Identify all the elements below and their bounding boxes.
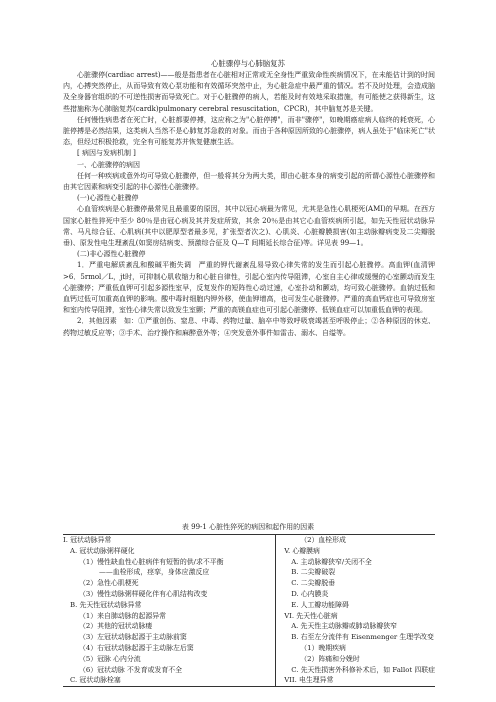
table-row: （4）右冠状动脉起源于主动脉左后窦 (79, 643, 194, 652)
table-row: （1）来自肺动脉的起源异常 (79, 611, 167, 620)
table-row: B. 二尖瓣破裂 (291, 568, 336, 577)
table-row: A. 冠状动脉粥样硬化 (70, 546, 135, 555)
table-row: （2）血栓形成 (300, 536, 346, 544)
table-row: （2）阵痛和分娩时 (300, 654, 360, 663)
table-row: C. 先天性损害外科修补术后，如 Fallot 四联症 (291, 665, 435, 674)
etiology-table (63, 534, 435, 687)
paragraph: [ 病因与发病机制 ] (77, 149, 136, 158)
table-row: （6）冠状动脉 不发育或发育不全 (79, 665, 183, 674)
table-row: B. 右至左分流伴有 Eisenmenger 生理学改变 (291, 633, 434, 642)
paragraph: 任何慢性病患者在死亡时，心脏都要停搏，这应称之为"心脏停搏"，而非"骤停"，如晚期癌症病人临终的耗衰死，心脏停搏是必然结果，这类病人当然不是心肺复苏急救的对象。而由于各种原因所致的心脏骤停，病人虽处于"临床死亡"状态，但经过积极抢救，完全有可能复苏并恢复健康生活。 (63, 115, 435, 147)
table-row: I. 冠状动脉异常 (63, 536, 112, 544)
table-row: VII. 电生理异常 (284, 676, 334, 685)
paragraph: (二)非心源性心脏骤停 (77, 250, 146, 259)
paragraph: 任何一种疾病或意外均可导致心脏骤停，但一般将其分为两大类，即由心脏本身的病变引起的所谓心源性心脏骤停和由其它因素和病变引起的非心源性心脏骤停。 (63, 171, 435, 192)
table-row: C. 二尖瓣脱垂 (291, 579, 336, 588)
table-row: VI. 先天性心脏病 (284, 611, 338, 620)
document-title: 心脏骤停与心肺脑复苏 (211, 59, 285, 68)
table-right-column (276, 535, 435, 687)
table-row: （5）冠脉 心内分流 (79, 654, 141, 663)
table-row: A. 先天性主动脉瓣或肺动脉瓣狭窄 (291, 622, 398, 631)
table-row: D. 心内膜炎 (291, 589, 329, 598)
table-row: E. 人工瓣功能障碍 (291, 600, 349, 609)
table-row: B. 先天性冠状动脉异常 (70, 600, 142, 609)
document-body (63, 70, 435, 339)
table-row: V. 心瓣膜病 (284, 546, 320, 555)
paragraph: 心血管疾病是心脏骤停最常见且最重要的原因，其中以冠心病最为常见，尤其是急性心肌梗死(AMI)的早期。在西方国家心脏性猝死中至少 80％是由冠心病及其并发症所致，其余 20％是由其它心血管疾病所引起，如先天性冠状动脉异常、马凡综合征、心肌病(其中以肥厚型者最多见，扩张型者次之)、心肌炎、心脏瓣膜损害(如主动脉瓣病变及二尖瓣脱垂)、原发性电生理紊乱(如窦房结病变、预激综合征及 Q—T 间期延长综合征)等。详见表 99—1。 (63, 205, 435, 248)
table-caption: 表 99-1 心脏性猝死的病因和起作用的因素 (181, 523, 315, 531)
paragraph: (一)心源性心脏骤停 (77, 194, 139, 203)
table-row: （2）急性心肌梗死 (79, 579, 139, 588)
table-row: （3）左冠状动脉起源于主动脉前窦 (79, 633, 187, 642)
table-row: （1）慢性缺血性心脏病伴有短暂的供/求不平衡 (79, 557, 224, 566)
table-row: ——血栓形成，痉挛，身体应激反应 (99, 568, 210, 577)
paragraph: 一、心脏骤停的病因 (77, 160, 140, 169)
table-row: C. 冠状动脉栓塞 (70, 676, 121, 685)
table-left-column (63, 535, 276, 687)
paragraph: 心脏骤停(cardiac arrest)——般是指患者在心脏相对正常或无全身性严重致命性疾病情况下，在未能估计到的时间内，心搏突然停止，从而导致有效心泵功能和有效循环突然中止，为心脏急症中最严重的情况。若不及时处理，会造成脑及全身器官组织的不可逆性损害而导致死亡。对于心脏骤停的病人，若能及时有效地采取措施，有可能使之获得新生，这些措施称为心肺脑复苏(cardk)pulmonary cerebral resuscitation，CPCR)，其中脑复苏是关键。 (63, 71, 435, 113)
paragraph: 1．严重电解质紊乱和酸碱平衡失调 严重的钾代谢紊乱易导致心律失常的发生而引起心脏骤停。高血钾(血清钾>6．5rmol／L，jt时，可抑制心肌收缩力和心脏自律性，引起心室内传导阻滞，心室自主心律或缓慢的心室颤动而发生心脏骤停；严重低血钾可引起多源性室早，反复发作的短阵性心动过速，心室扑动和颤动，均可致心脏骤停。血钠过低和血钙过低可加重高血钾的影响。酸中毒时细胞内钾外移，使血钾增高，也可发生心脏骤停。严重的高血钙症也可导致房室和室内传导阻滞，室性心律失常以致发生室颤；严重的高镁血症也可引起心脏骤停、低镁血症可以加重低血钾的表现。 (63, 261, 435, 315)
paragraph: 2．其他因素 如：①严重创伤、窒息、中毒、药物过量、脑卒中等致呼吸衰竭甚至呼吸停止；②各种原因的休克、药物过敏反应等；③手术、治疗操作和麻醉意外等；④突发意外事件如雷击、溺水、自缢等。 (63, 317, 435, 337)
table-row: （2）其他的冠状动脉瘘 (79, 622, 153, 631)
table-row: （3）慢性动脉粥样硬化伴有心肌结构改变 (79, 589, 208, 598)
table-row: （1）晚期疾病 (300, 643, 346, 652)
table-row: A. 主动脉瓣狭窄/关闭不全 (291, 557, 372, 566)
